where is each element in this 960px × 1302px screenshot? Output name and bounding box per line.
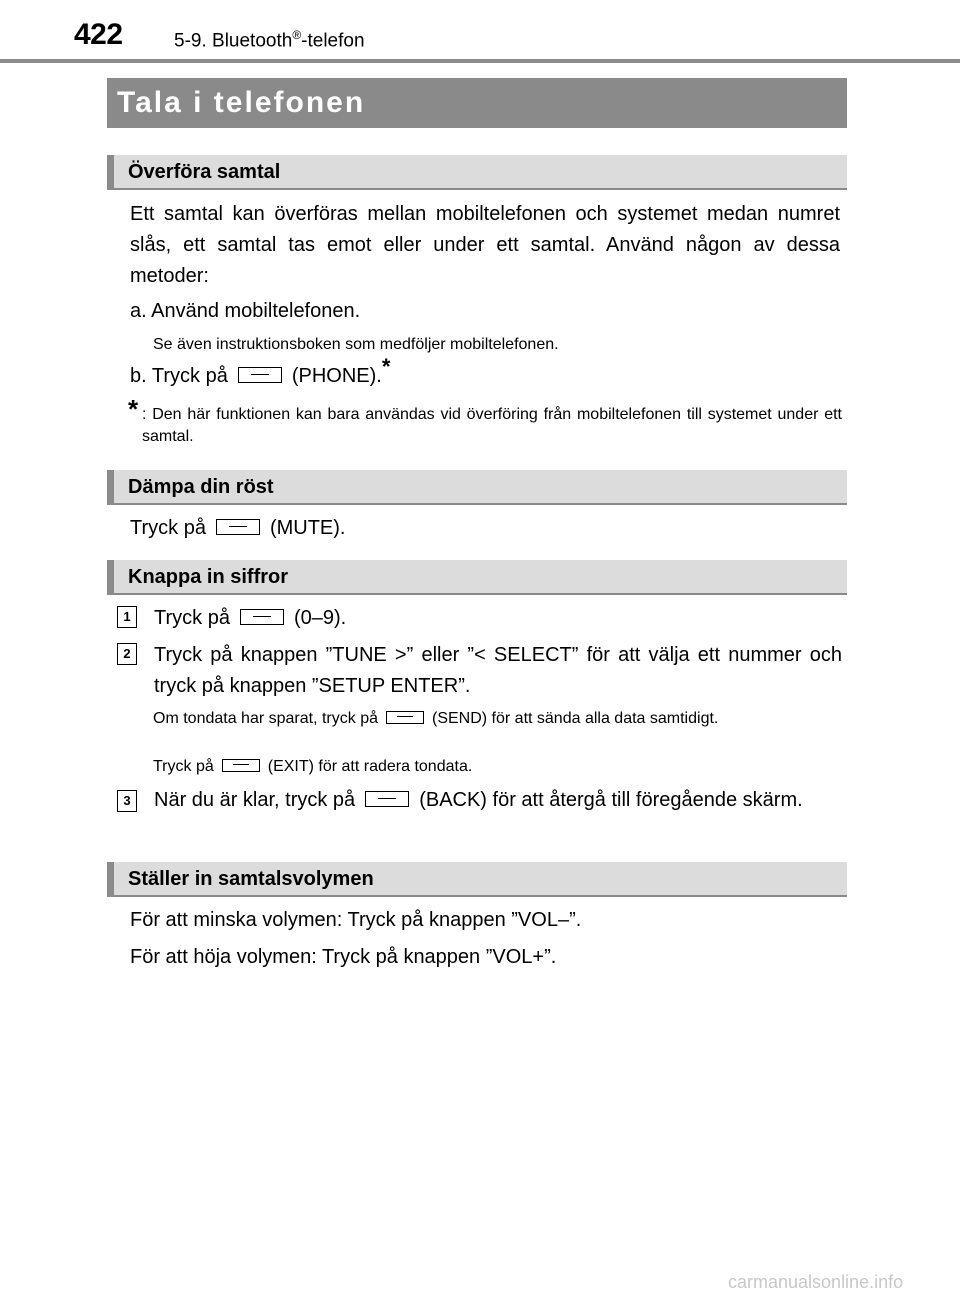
footnote-text: : Den här funktionen kan bara användas vid överföring från mobiltelefonen till systemet under ett samtal. [142, 406, 842, 445]
step-1-text: Tryck på (0–9). [154, 607, 347, 629]
step-number: 2 [117, 643, 137, 665]
step-number: 3 [117, 790, 137, 812]
subheading-transfer: Överföra samtal [107, 155, 847, 190]
page-number: 422 [74, 18, 123, 51]
chapter-title [174, 28, 365, 52]
option-b-prefix: b. Tryck på [130, 365, 228, 387]
registered-mark: ® [292, 28, 302, 42]
chapter-suffix: -telefon [301, 30, 365, 52]
send-button-icon [386, 711, 424, 724]
step-2-text: Tryck på knappen ”TUNE >” eller ”< SELECT” för att välja ett nummer och tryck på knappen ”SETUP ENTER”. [154, 644, 842, 697]
footnote-marker: * [381, 354, 391, 379]
option-a: a. Använd mobiltelefonen. [130, 300, 361, 322]
header-rule [0, 59, 960, 63]
tone-note-line1: Om tondata har sparat, tryck på (SEND) för att sända alla data samtidigt. [153, 710, 719, 727]
option-a-note: Se även instruktionsboken som medföljer mobiltelefonen. [153, 336, 559, 353]
volume-increase: För att höja volymen: Tryck på knappen ”VOL+”. [130, 946, 557, 968]
subheading-digits: Knappa in siffror [107, 560, 847, 595]
back-button-icon [365, 791, 409, 807]
digit-button-icon [240, 609, 284, 625]
step-3-text: När du är klar, tryck på (BACK) för att återgå till föregående skärm. [154, 789, 803, 811]
footnote-star: * [128, 394, 139, 424]
section-title: Tala i telefonen [107, 78, 847, 128]
mute-button-icon [216, 519, 260, 535]
subheading-volume: Ställer in samtalsvolymen [107, 862, 847, 897]
chapter-prefix: 5-9. Bluetooth [174, 30, 293, 52]
option-b [130, 354, 391, 391]
watermark: carmanualsonline.info [728, 1272, 904, 1292]
transfer-intro: Ett samtal kan överföras mellan mobiltelefonen och systemet medan numret slås, ett samtal tas emot eller under ett samtal. Använd någon av dessa metoder: [130, 203, 840, 287]
exit-button-icon [222, 759, 260, 772]
volume-decrease: För att minska volymen: Tryck på knappen ”VOL–”. [130, 909, 582, 931]
phone-button-icon [238, 367, 282, 383]
option-b-suffix: (PHONE). [291, 365, 382, 387]
mute-text: Tryck på (MUTE). [130, 517, 346, 539]
tone-note-line2: Tryck på (EXIT) för att radera tondata. [153, 758, 473, 775]
subheading-mute: Dämpa din röst [107, 470, 847, 505]
step-number: 1 [117, 606, 137, 628]
